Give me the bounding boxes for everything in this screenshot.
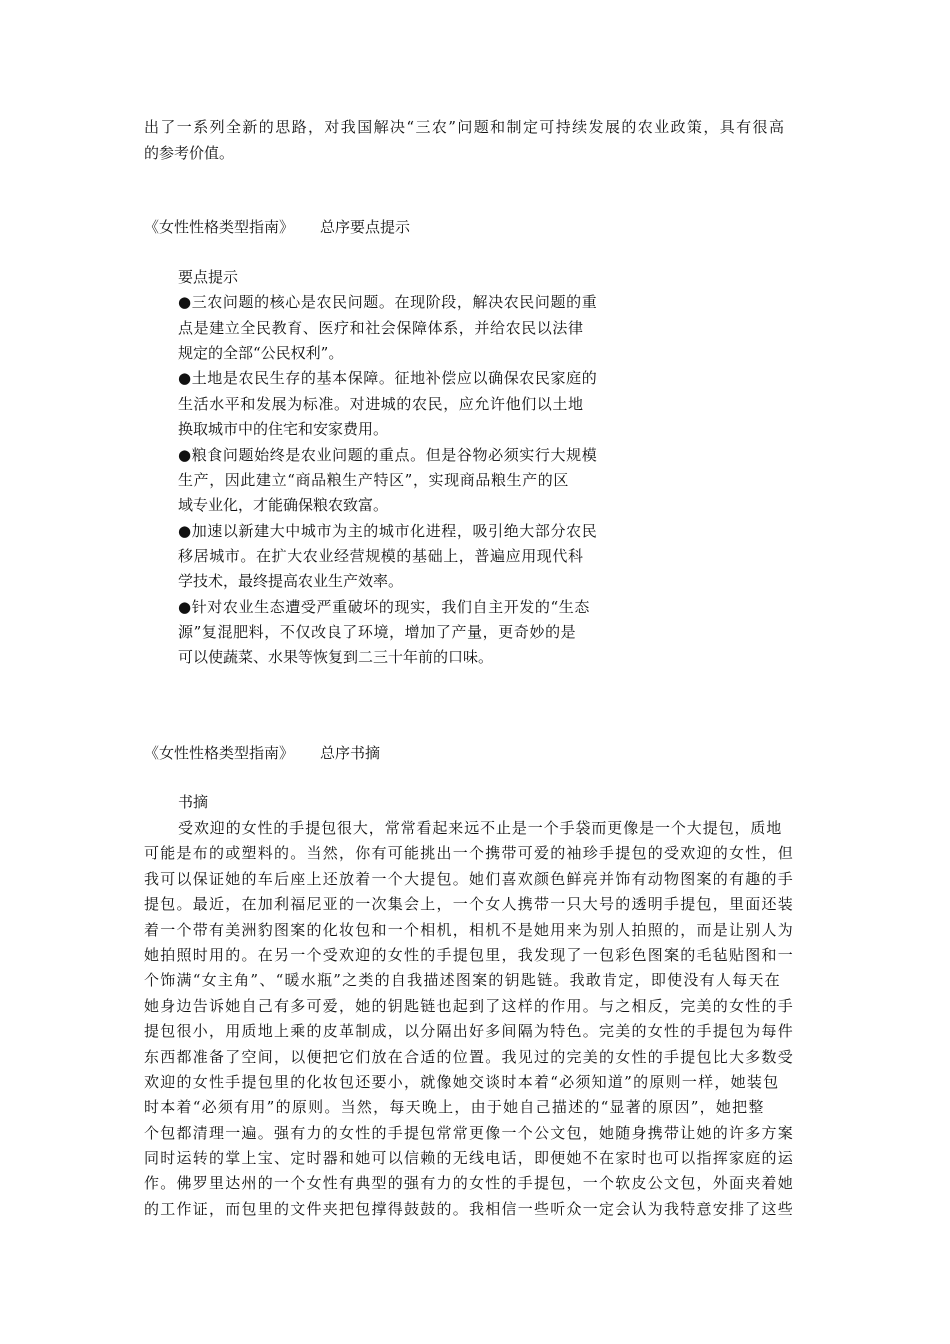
key-point-line: ●土地是农民生存的基本保障。征地补偿应以确保农民家庭的 <box>178 369 598 387</box>
key-point-line: ●粮食问题始终是农业问题的重点。但是谷物必须实行大规模 <box>178 446 598 464</box>
key-point-line: ●加速以新建大中城市为主的城市化进程，吸引绝大部分农民 <box>178 522 598 540</box>
excerpt-line: 我可以保证她的车后座上还放着一个大提包。她们喜欢颜色鲜亮并饰有动物图案的有趣的手 <box>144 870 795 888</box>
excerpt-line: 时本着“必须有用”的原则。当然，每天晚上，由于她自己描述的“显著的原因”，她把整 <box>144 1098 765 1116</box>
intro-line: 出了一系列全新的思路，对我国解决“三农”问题和制定可持续发展的农业政策，具有很高 <box>144 118 786 136</box>
excerpt-line: 着一个带有美洲豹图案的化妆包和一个相机，相机不是她用来为别人拍照的，而是让别人为 <box>144 921 795 939</box>
excerpt-line: 欢迎的女性手提包里的化妆包还要小，就像她交谈时本着“必须知道”的原则一样，她装包 <box>144 1073 780 1091</box>
key-point-line: 域专业化，才能确保粮农致富。 <box>178 496 389 514</box>
section-heading <box>144 743 380 763</box>
key-point-line: 学技术，最终提高农业生产效率。 <box>178 572 404 590</box>
section-heading <box>144 217 410 237</box>
excerpt-line: 她拍照时用的。在另一个受欢迎的女性的手提包里，我发现了一包彩色图案的毛毡贴图和一 <box>144 946 795 964</box>
excerpt-line: 作。佛罗里达州的一个女性有典型的强有力的女性的手提包，一个软皮公文包，外面夹着她 <box>144 1174 795 1192</box>
subheading: 要点提示 <box>178 268 239 286</box>
section-label: 总序要点提示 <box>320 218 411 236</box>
key-point-line: 可以使蔬菜、水果等恢复到二三十年前的口味。 <box>178 648 494 666</box>
excerpt-line: 受欢迎的女性的手提包很大，常常看起来远不止是一个手袋而更像是一个大提包，质地 <box>178 819 783 837</box>
subheading: 书摘 <box>178 793 209 811</box>
excerpt-line: 她身边告诉她自己有多可爱，她的钥匙链也起到了这样的作用。与之相反，完美的女性的手 <box>144 997 795 1015</box>
section-label: 总序书摘 <box>320 744 381 762</box>
key-point-line: 源”复混肥料，不仅改良了环境，增加了产量，更奇妙的是 <box>178 623 577 641</box>
key-point-line: ●三农问题的核心是农民问题。在现阶段，解决农民问题的重 <box>178 293 598 311</box>
excerpt-line: 提包。最近，在加利福尼亚的一次集会上，一个女人携带一只大号的透明手提包，里面还装 <box>144 895 795 913</box>
excerpt-line: 个包都清理一遍。强有力的女性的手提包常常更像一个公文包，她随身携带让她的许多方案 <box>144 1124 795 1142</box>
excerpt-line: 同时运转的掌上宝、定时器和她可以信赖的无线电话，即便她不在家时也可以指挥家庭的运 <box>144 1149 795 1167</box>
excerpt-line: 个饰满“女主角”、“暖水瓶”之类的自我描述图案的钥匙链。我敢肯定，即使没有人每天在 <box>144 971 781 989</box>
key-point-line: 规定的全部“公民权利”。 <box>178 344 344 362</box>
excerpt-line: 的工作证，而包里的文件夹把包撑得鼓鼓的。我相信一些听众一定会认为我特意安排了这些 <box>144 1200 795 1218</box>
key-point-line: 生活水平和发展为标准。对进城的农民，应允许他们以土地 <box>178 395 584 413</box>
intro-line: 的参考价值。 <box>144 144 235 162</box>
key-point-line: 生产，因此建立“商品粮生产特区”，实现商品粮生产的区 <box>178 471 569 489</box>
key-point-line: 移居城市。在扩大农业经营规模的基础上，普遍应用现代科 <box>178 547 584 565</box>
key-point-line: 换取城市中的住宅和安家费用。 <box>178 420 389 438</box>
excerpt-line: 可能是布的或塑料的。当然，你有可能挑出一个携带可爱的袖珍手提包的受欢迎的女性，但 <box>144 844 795 862</box>
excerpt-line: 提包很小，用质地上乘的皮革制成，以分隔出好多间隔为特色。完美的女性的手提包为每件 <box>144 1022 795 1040</box>
key-point-line: ●针对农业生态遭受严重破坏的现实，我们自主开发的“生态 <box>178 598 590 616</box>
key-point-line: 点是建立全民教育、医疗和社会保障体系，并给农民以法律 <box>178 319 584 337</box>
excerpt-line: 东西都准备了空间，以便把它们放在合适的位置。我见过的完美的女性的手提包比大多数受 <box>144 1048 795 1066</box>
book-title: 《女性性格类型指南》 <box>144 744 295 762</box>
book-title: 《女性性格类型指南》 <box>144 218 295 236</box>
